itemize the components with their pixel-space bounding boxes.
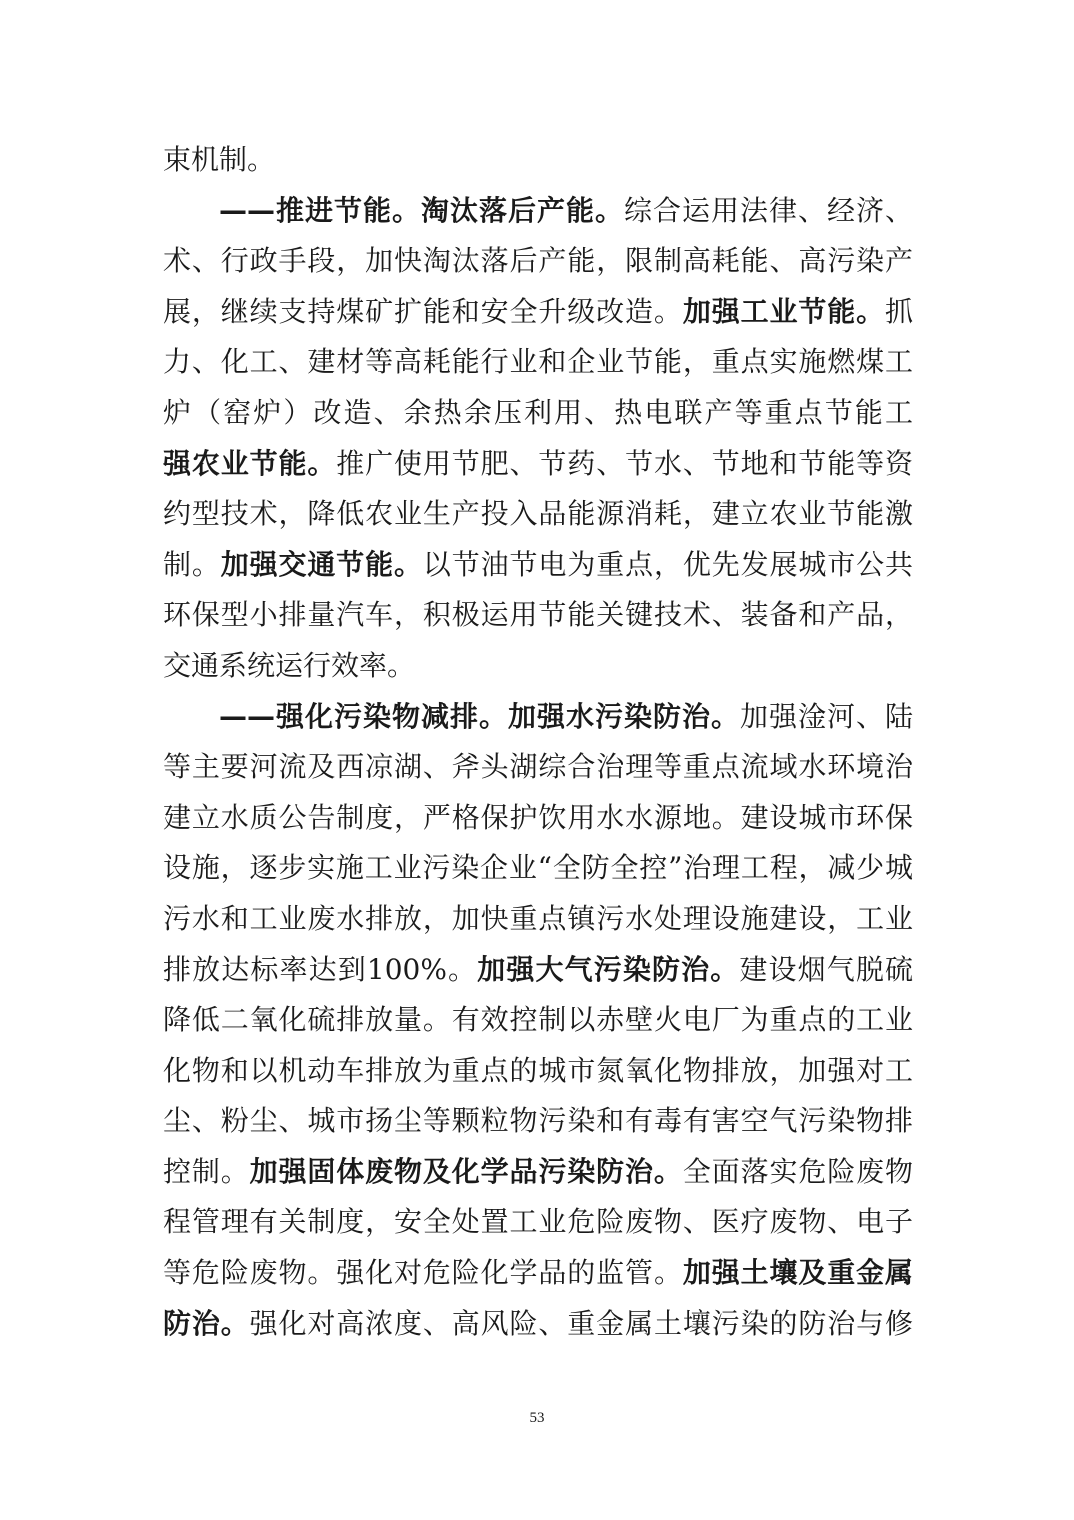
bold-heading-text: 防治。 (163, 1306, 250, 1340)
body-text: 等危险废物。强化对危险化学品的监管。 (163, 1256, 683, 1290)
text-line (163, 945, 913, 996)
body-text: 建立水质公告制度，严格保护饮用水水源地。建设城市环保 (163, 800, 913, 834)
body-text: 控制。 (163, 1154, 250, 1188)
body-text: 尘、粉尘、城市扬尘等颗粒物污染和有毒有害空气污染物排 (163, 1104, 913, 1138)
text-line (163, 388, 913, 439)
text-line (163, 793, 913, 844)
text-line (163, 843, 913, 894)
text-line (163, 186, 913, 237)
paragraph (163, 135, 913, 186)
body-text: 术、行政手段，加快淘汰落后产能，限制高耗能、高污染产 (163, 244, 913, 278)
page-number: 53 (529, 1410, 545, 1426)
text-line (163, 590, 913, 641)
bold-heading-text: 强农业节能。 (163, 446, 337, 480)
body-text: 程管理有关制度，安全处置工业危险废物、医疗废物、电子 (163, 1205, 913, 1239)
body-text: 等主要河流及西凉湖、斧头湖综合治理等重点流域水环境治 (163, 750, 913, 784)
text-line (163, 1197, 913, 1248)
bold-heading-text: 加强土壤及重金属 (682, 1256, 913, 1290)
body-text: 化物和以机动车排放为重点的城市氮氧化物排放，加强对工 (163, 1053, 913, 1087)
text-line (163, 236, 913, 287)
bold-heading-text: ——强化污染物减排。加强水污染防治。 (219, 699, 740, 733)
text-line (163, 439, 913, 490)
bold-heading-text: 加强交通节能。 (220, 547, 423, 581)
body-text: 推广使用节肥、节药、节水、节地和节能等资 (336, 446, 913, 480)
text-line (163, 337, 913, 388)
body-text: 综合运用法律、经济、 (623, 193, 913, 227)
text-line (163, 1248, 913, 1299)
paragraph (163, 186, 913, 692)
body-text: 降低二氧化硫排放量。有效控制以赤壁火电厂为重点的工业 (163, 1003, 913, 1037)
text-line (163, 894, 913, 945)
document-body (163, 135, 913, 1349)
body-text: 制。 (163, 547, 221, 581)
body-text: 全面落实危险废物 (682, 1154, 913, 1188)
body-text: 抓 (884, 294, 913, 328)
text-line (163, 1046, 913, 1097)
text-line (163, 287, 913, 338)
body-text: 束机制。 (163, 143, 276, 176)
body-text: 以节油节电为重点，优先发展城市公共 (422, 547, 913, 581)
bold-heading-text: 加强固体废物及化学品污染防治。 (249, 1154, 683, 1188)
bold-heading-text: 加强大气污染防治。 (477, 952, 740, 986)
body-text: 展，继续支持煤矿扩能和安全升级改造。 (163, 294, 683, 328)
body-text: 力、化工、建材等高耗能行业和企业节能，重点实施燃煤工 (163, 345, 913, 379)
body-text: 加强淦河、陆 (739, 699, 913, 733)
body-text: 炉（窑炉）改造、余热余压利用、热电联产等重点节能工 (163, 395, 913, 429)
paragraph (163, 692, 913, 1350)
body-text: 设施，逐步实施工业污染企业“全防全控”治理工程，减少城 (163, 851, 913, 885)
text-line (163, 742, 913, 793)
body-text: 排放达标率达到100%。 (163, 952, 478, 986)
text-line (163, 540, 913, 591)
text-line (163, 1096, 913, 1147)
text-line (163, 489, 913, 540)
text-line (163, 995, 913, 1046)
text-line (163, 641, 913, 692)
text-line (163, 1147, 913, 1198)
body-text: 约型技术，降低农业生产投入品能源消耗，建立农业节能激 (163, 497, 913, 531)
text-line (163, 692, 913, 743)
bold-heading-text: 加强工业节能。 (682, 294, 885, 328)
body-text: 环保型小排量汽车，积极运用节能关键技术、装备和产品， (163, 598, 913, 632)
text-line (163, 135, 913, 186)
bold-heading-text: ——推进节能。淘汰落后产能。 (219, 193, 624, 227)
body-text: 交通系统运行效率。 (163, 648, 416, 682)
body-text: 建设烟气脱硫 (739, 952, 913, 986)
text-line (163, 1299, 913, 1350)
body-text: 强化对高浓度、高风险、重金属土壤污染的防治与修 (249, 1306, 913, 1340)
body-text: 污水和工业废水排放，加快重点镇污水处理设施建设，工业 (163, 901, 913, 935)
